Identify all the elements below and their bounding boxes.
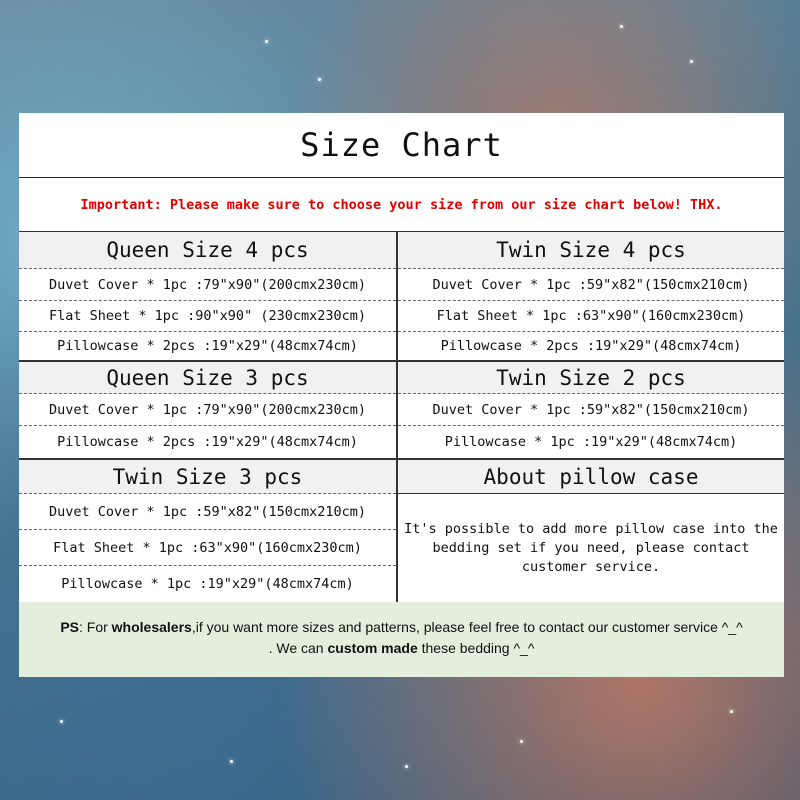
page-title: Size Chart [19,113,784,178]
queen-4pcs-heading: Queen Size 4 pcs [19,232,396,269]
queen-3pcs-row: Pillowcase * 2pcs :19"x29"(48cmx74cm) [57,434,358,450]
ps-text: : For [79,619,112,635]
ps-text: these bedding ^_^ [417,640,535,656]
star-decoration [690,60,693,63]
queen-4pcs-row: Flat Sheet * 1pc :90"x90" (230cmx230cm) [19,301,396,332]
twin-4pcs-heading: Twin Size 4 pcs [398,232,784,269]
ps-text: . We can [268,640,328,656]
twin-3pcs-heading: Twin Size 3 pcs [19,460,396,494]
twin-3pcs-row: Flat Sheet * 1pc :63"x90"(160cmx230cm) [19,530,396,566]
star-decoration [60,720,63,723]
queen-4pcs-row: Duvet Cover * 1pc :79"x90"(200cmx230cm) [19,269,396,301]
star-decoration [405,765,408,768]
about-pillow-case-heading: About pillow case [398,460,784,494]
ps-custom-made: custom made [327,640,418,656]
twin-4pcs-row: Flat Sheet * 1pc :63"x90"(160cmx230cm) [398,301,784,332]
star-decoration [265,40,268,43]
size-grid [19,231,784,603]
queen-4pcs-row: Pillowcase * 2pcs :19"x29"(48cmx74cm) [57,338,358,354]
size-chart-panel [19,113,784,677]
ps-note [19,602,784,677]
about-pillow-case-text: It's possible to add more pillow case into the bedding set if you need, please contact customer service. [404,520,778,575]
twin-2pcs-heading: Twin Size 2 pcs [398,362,784,394]
ps-text: ,if you want more sizes and patterns, please feel free to contact our customer service ^_^ [191,619,743,635]
queen-3pcs-row: Duvet Cover * 1pc :79"x90"(200cmx230cm) [19,394,396,426]
twin-2pcs-row: Duvet Cover * 1pc :59"x82"(150cmx210cm) [398,394,784,426]
twin-4pcs-row: Pillowcase * 2pcs :19"x29"(48cmx74cm) [440,338,742,354]
twin-3pcs-row: Duvet Cover * 1pc :59"x82"(150cmx210cm) [19,494,396,530]
important-notice: Important: Please make sure to choose your size from our size chart below! THX. [80,196,723,213]
star-decoration [620,25,623,28]
star-decoration [520,740,523,743]
star-decoration [230,760,233,763]
star-decoration [730,710,733,713]
twin-2pcs-row: Pillowcase * 1pc :19"x29"(48cmx74cm) [444,434,738,450]
ps-label: PS [60,619,79,635]
star-decoration [318,78,321,81]
queen-3pcs-heading: Queen Size 3 pcs [19,362,396,394]
twin-4pcs-row: Duvet Cover * 1pc :59"x82"(150cmx210cm) [398,269,784,301]
ps-wholesalers: wholesalers [111,619,192,635]
twin-3pcs-row: Pillowcase * 1pc :19"x29"(48cmx74cm) [61,576,354,592]
